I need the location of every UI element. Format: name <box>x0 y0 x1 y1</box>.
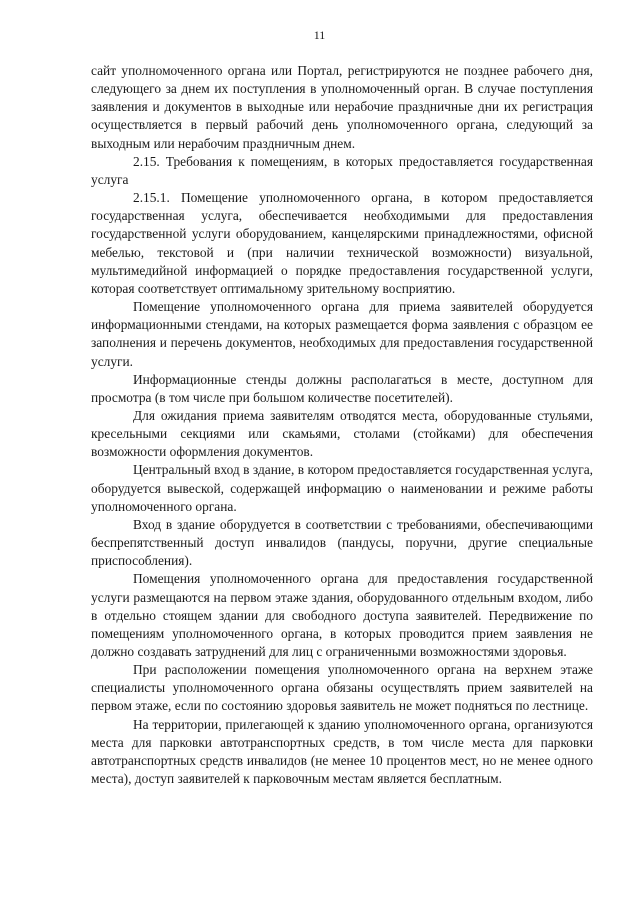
section-heading-2-15: 2.15. Требования к помещениям, в которых предоставляется государственная услуга <box>91 153 593 187</box>
paragraph-premises-location: Помещения уполномоченного органа для предоставления государственной услуги размещаются на первом этаже здания, оборудованного отдельным входом, либо в отдельно стоящем здании для свободного доступа заявителей. Передвижение по помещениям уполномоченного органа, в которых проводится прием заявления не должно создавать затруднений для лиц с ограниченными возможностями здоровья. <box>91 571 593 659</box>
paragraph-parking: На территории, прилегающей к зданию уполномоченного органа, организуются места для парковки автотранспортных средств, в том числе места для парковки автотранспортных средств инвалидов (не менее 10 процентов мест, но не менее одного места), доступ заявителей к парковочным местам является бесплатным. <box>91 716 593 787</box>
document-body <box>91 62 593 788</box>
paragraph-stands-location: Информационные стенды должны располагаться в месте, доступном для просмотра (в том числе при большом количестве посетителей). <box>91 371 593 405</box>
paragraph-central-entrance: Центральный вход в здание, в котором предоставляется государственная услуга, оборудуется вывеской, содержащей информацию о наименовании и режиме работы уполномоченного органа. <box>91 462 593 514</box>
paragraph-2-15-1: 2.15.1. Помещение уполномоченного органа, в котором предоставляется государственная услуга, обеспечивается необходимыми для предоставления государственной услуги оборудованием, канцелярскими принадлежностями, офисной мебелью, текстовой и (при наличии технической возможности) визуальной, мультимедийной информацией о порядке предоставления государственной услуги, которая соответствует оптимальному зрительному восприятию. <box>91 190 593 296</box>
paragraph-continuation: сайт уполномоченного органа или Портал, регистрируются не позднее рабочего дня, следующего за днем их поступления в уполномоченный орган. В случае поступления заявления и документов в выходные или нерабочие праздничные дни их регистрация осуществляется в первый рабочий день уполномоченного органа, следующий за выходным или нерабочим праздничным днем. <box>91 63 593 151</box>
page-number: 11 <box>313 28 326 42</box>
paragraph-upper-floor: При расположении помещения уполномоченного органа на верхнем этаже специалисты уполномоченного органа обязаны осуществлять прием заявителей на первом этаже, если по состоянию здоровья заявитель не может подняться по лестнице. <box>91 662 593 714</box>
paragraph-info-stands: Помещение уполномоченного органа для приема заявителей оборудуется информационными стендами, на которых размещается форма заявления с образцом ее заполнения и перечень документов, необходимых для предоставления государственной услуги. <box>91 299 593 369</box>
paragraph-waiting-area: Для ожидания приема заявителям отводятся места, оборудованные стульями, кресельными секциями или скамьями, столами (стойками) для обеспечения возможности оформления документов. <box>91 407 593 460</box>
paragraph-accessible-entrance: Вход в здание оборудуется в соответствии с требованиями, обеспечивающими беспрепятственный доступ инвалидов (пандусы, поручни, другие специальные приспособления). <box>91 516 593 569</box>
